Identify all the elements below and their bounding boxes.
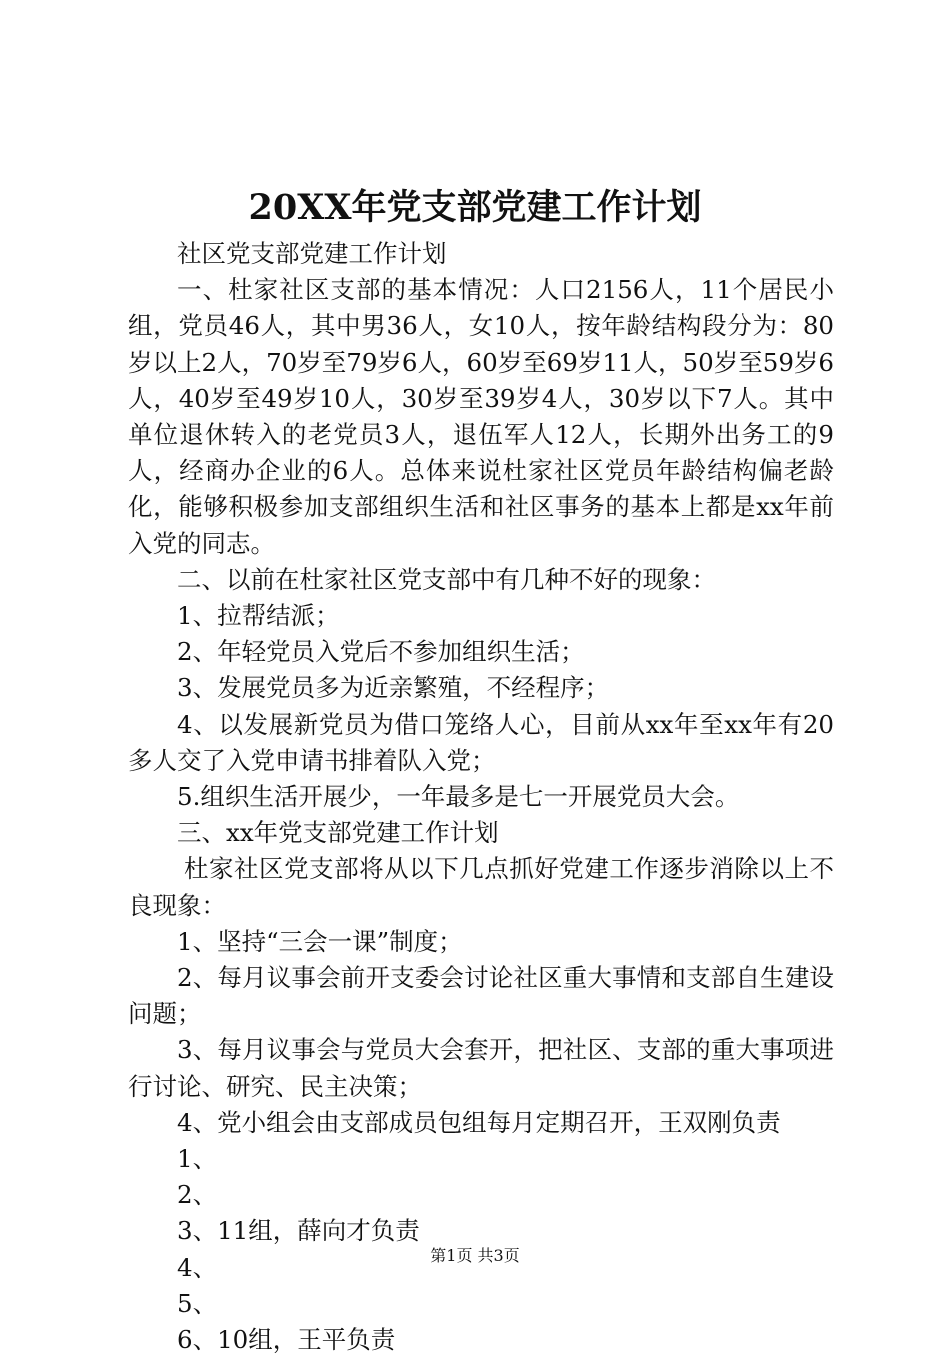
list-item: 4、 — [177, 1252, 218, 1282]
list-item: 4、党小组会由支部成员包组每月定期召开，王双刚负责 — [177, 1107, 781, 1137]
page-number: 第1页 共3页 — [430, 1246, 520, 1265]
list-item: 3、每月议事会与党员大会套开，把社区、支部的重大事项进行讨论、研究、民主决策； — [128, 1035, 834, 1101]
paragraph: 二、以前在杜家社区党支部中有几种不好的现象： — [177, 564, 716, 594]
list-item: 2、每月议事会前开支委会讨论社区重大事情和支部自生建设问题； — [128, 963, 834, 1029]
paragraph: 社区党支部党建工作计划 — [177, 239, 447, 268]
list-item: 2、年轻党员入党后不参加组织生活； — [177, 637, 585, 667]
list-item: 2、 — [177, 1180, 218, 1210]
list-item: 1、拉帮结派； — [177, 601, 340, 631]
document-title: 20XX年党支部党建工作计划 — [248, 187, 702, 228]
paragraph: 一、杜家社区支部的基本情况：人口2156人，11个居民小组，党员46人，其中男36人，女10人，按年龄结构段分为：80岁以上2人，70岁至79岁6人，60岁至69岁11人，50岁至59岁6人，40岁至49岁10人，30岁至39岁4人，30岁以下7人。其中单位退休转入的老党员3人，退伍军人12人，长期外出务工的9人，经商办企业的6人。总体来说杜家社区党员年龄结构偏老龄化，能够积极参加支部组织生活和社区事务的基本上都是xx年前入党的同志。 — [128, 275, 834, 558]
list-item: 1、 — [177, 1144, 218, 1174]
list-item: 4、以发展新党员为借口笼络人心，目前从xx年至xx年有20多人交了入党申请书排着队入党； — [128, 709, 834, 775]
list-item: 5.组织生活开展少，一年最多是七一开展党员大会。 — [177, 782, 740, 812]
list-item: 3、发展党员多为近亲繁殖，不经程序； — [177, 673, 610, 703]
list-item: 6、10组，王平负责 — [177, 1325, 396, 1355]
list-item: 3、11组，薛向才负责 — [177, 1216, 420, 1246]
paragraph: 杜家社区党支部将从以下几点抓好党建工作逐步消除以上不良现象： — [128, 854, 834, 920]
section-heading: 三、xx年党支部党建工作计划 — [177, 818, 499, 848]
list-item: 5、 — [177, 1288, 218, 1318]
list-item: 1、坚持“三会一课”制度； — [177, 926, 463, 956]
document-body — [128, 236, 834, 1358]
